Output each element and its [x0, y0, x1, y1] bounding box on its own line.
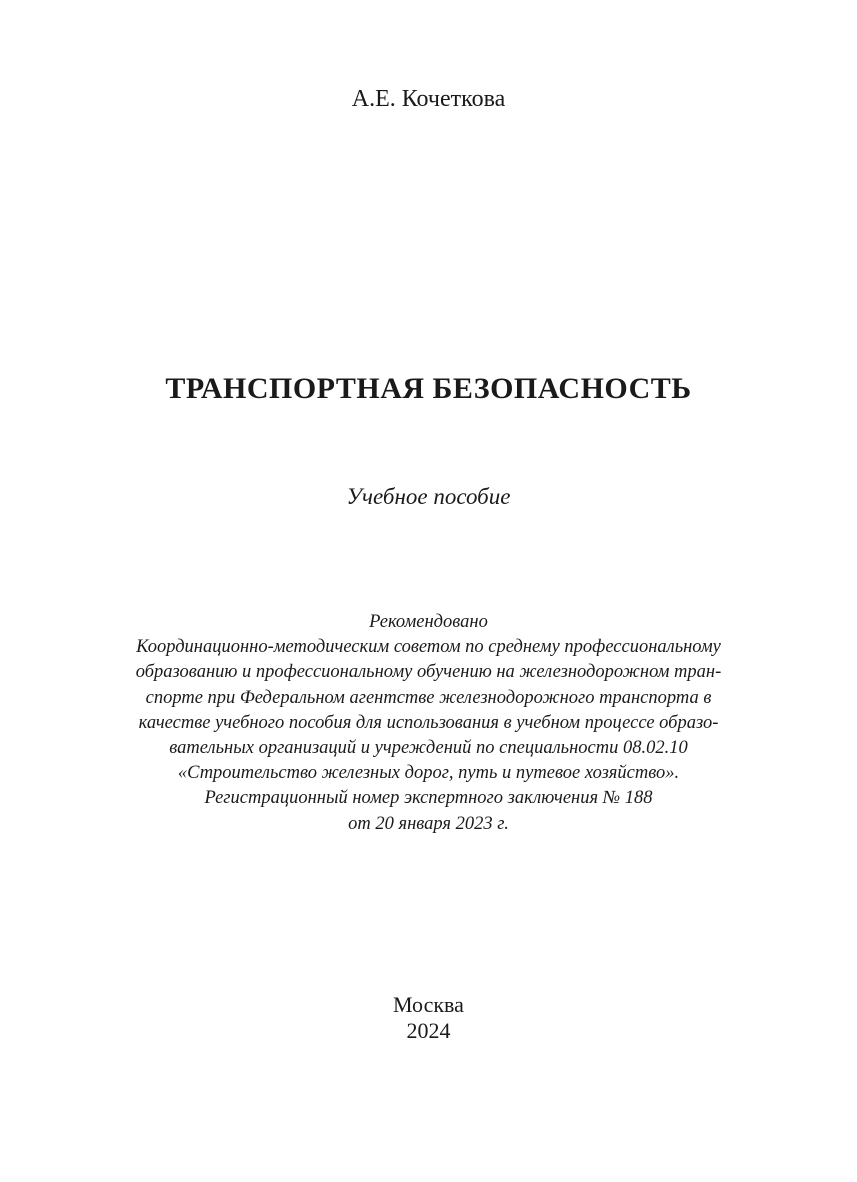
recommendation-line: «Строительство железных дорог, путь и путевое хозяйство». [177, 763, 680, 784]
registration-date-line: от 20 января 2023 г. [348, 813, 509, 834]
publication-year: 2024 [406, 1018, 451, 1043]
book-subtitle: Учебное пособие [346, 484, 511, 509]
publication-city: Москва [393, 992, 464, 1017]
book-title: ТРАНСПОРТНАЯ БЕЗОПАСНОСТЬ [165, 372, 692, 405]
recommendation-line: образованию и профессиональному обучению на железнодорожном тран- [135, 662, 722, 683]
author-name: А.Е. Кочеткова [351, 86, 506, 112]
recommendation-heading: Рекомендовано [369, 612, 488, 632]
recommendation-block [80, 610, 777, 837]
recommendation-line: качестве учебного пособия для использования в учебном процессе образо- [138, 712, 719, 733]
recommendation-line: вательных организаций и учреждений по специальности 08.02.10 [169, 738, 688, 759]
registration-number-line: Регистрационный номер экспертного заключения № 188 [204, 788, 653, 809]
recommendation-line: спорте при Федеральном агентстве железнодорожного транспорта в [145, 687, 712, 708]
recommendation-line: Координационно-методическим советом по среднему профессиональному [136, 637, 721, 658]
